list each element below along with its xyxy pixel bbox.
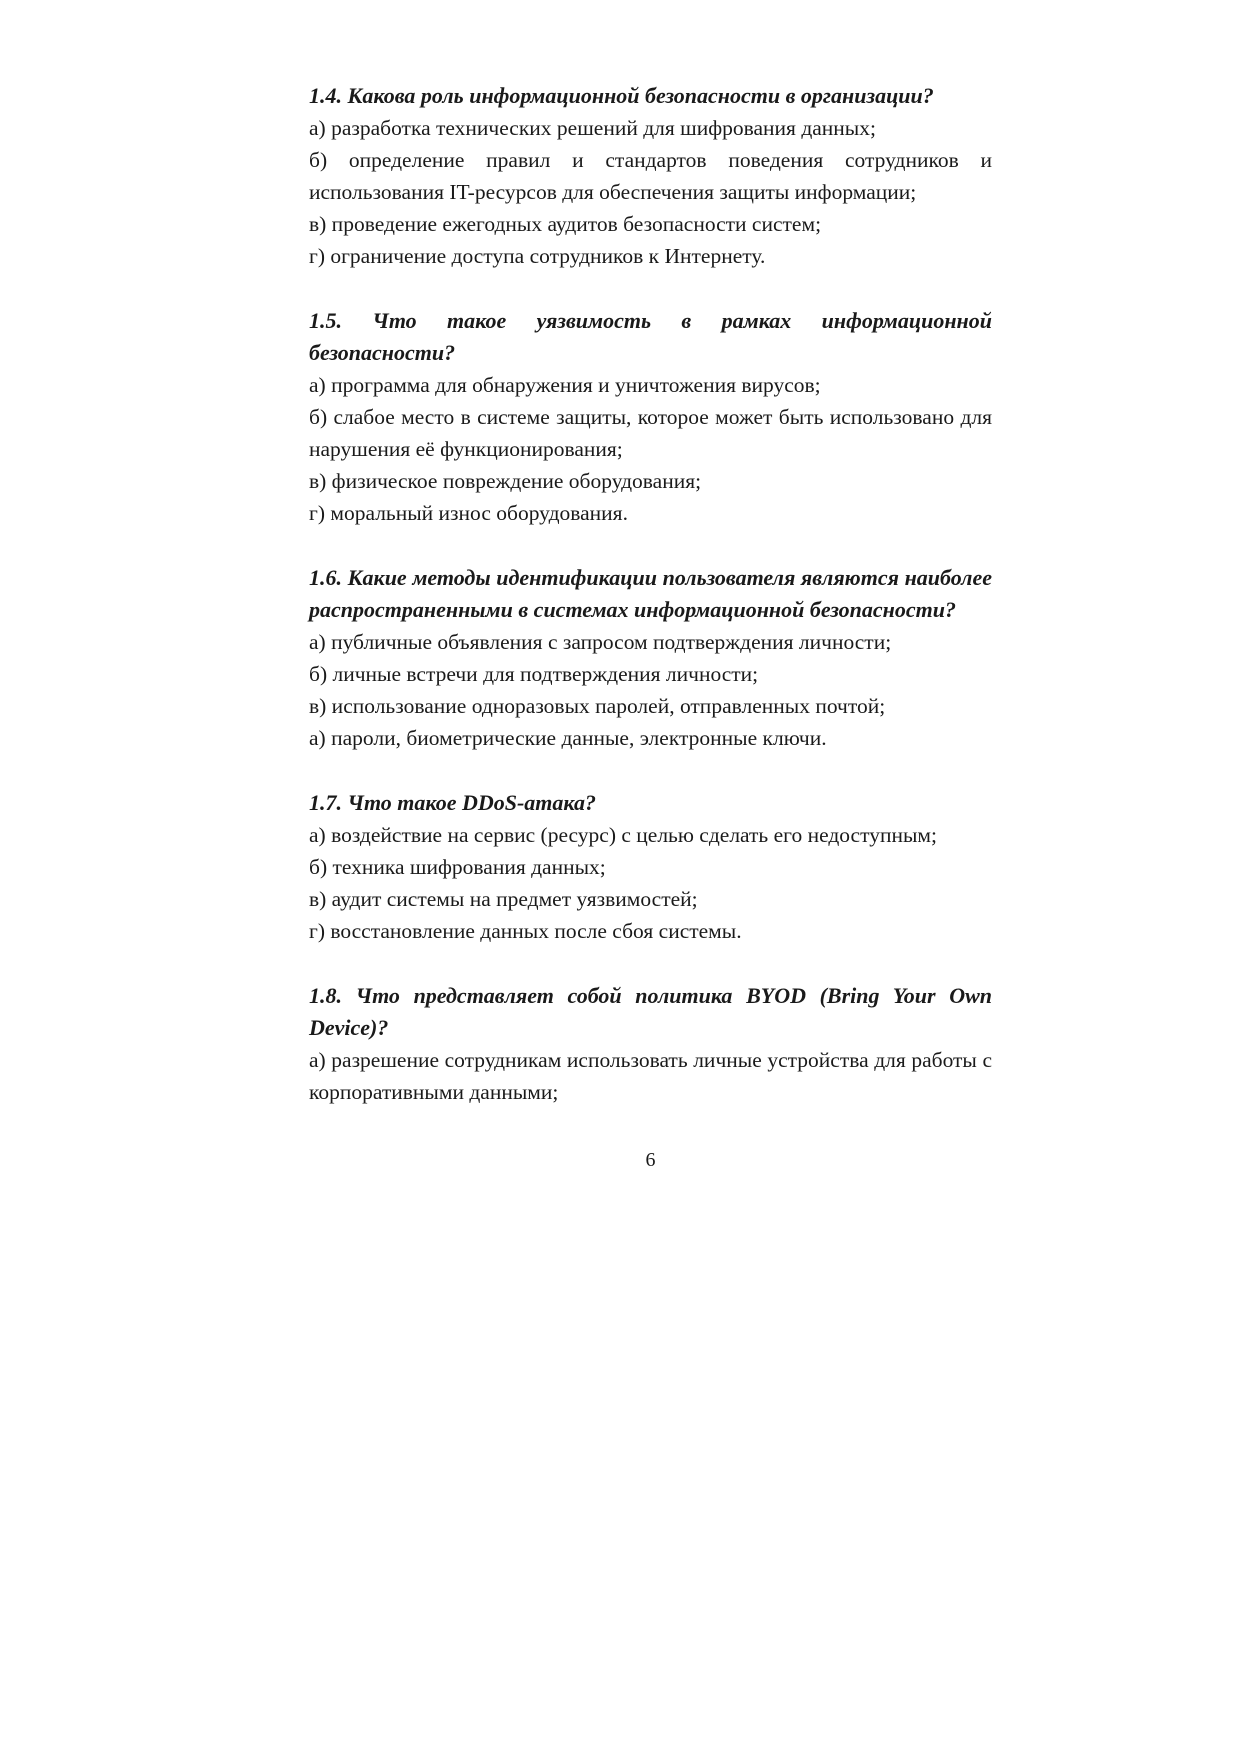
- answer-option: г) восстановление данных после сбоя системы.: [309, 919, 742, 943]
- question-1-6: [309, 562, 992, 754]
- answer-option: а) разработка технических решений для шифрования данных;: [309, 116, 876, 140]
- question-1-4: [309, 80, 992, 272]
- answer-option: б) слабое место в системе защиты, которое может быть использовано для нарушения её функционирования;: [309, 405, 992, 461]
- answer-option: а) воздействие на сервис (ресурс) с целью сделать его недоступным;: [309, 823, 937, 847]
- answer-option: б) техника шифрования данных;: [309, 855, 606, 879]
- answer-option: а) пароли, биометрические данные, электронные ключи.: [309, 726, 827, 750]
- answer-option: в) использование одноразовых паролей, отправленных почтой;: [309, 694, 886, 718]
- answer-option: в) аудит системы на предмет уязвимостей;: [309, 887, 698, 911]
- answer-option: а) публичные объявления с запросом подтверждения личности;: [309, 630, 892, 654]
- answer-option: б) личные встречи для подтверждения личности;: [309, 662, 759, 686]
- question-title: 1.6. Какие методы идентификации пользователя являются наиболее распространенными в системах информационной безопасности?: [309, 565, 992, 622]
- answer-option: в) проведение ежегодных аудитов безопасности систем;: [309, 212, 822, 236]
- question-title: 1.5. Что такое уязвимость в рамках информационной безопасности?: [309, 308, 992, 365]
- answer-option: б) определение правил и стандартов поведения сотрудников и использования IT-ресурсов для обеспечения защиты информации;: [309, 148, 992, 204]
- question-title: 1.7. Что такое DDoS-атака?: [309, 790, 597, 815]
- answer-option: г) ограничение доступа сотрудников к Интернету.: [309, 244, 766, 268]
- answer-option: г) моральный износ оборудования.: [309, 501, 628, 525]
- answer-option: а) программа для обнаружения и уничтожения вирусов;: [309, 373, 821, 397]
- answer-option: в) физическое повреждение оборудования;: [309, 469, 702, 493]
- question-1-7: [309, 787, 992, 947]
- question-1-8: [309, 980, 992, 1108]
- question-title: 1.8. Что представляет собой политика BYOD (Bring Your Own Device)?: [309, 983, 992, 1040]
- question-title: 1.4. Какова роль информационной безопасности в организации?: [309, 83, 934, 108]
- question-1-5: [309, 305, 992, 529]
- page-content: [309, 80, 992, 1141]
- answer-option: а) разрешение сотрудникам использовать личные устройства для работы с корпоративными данными;: [309, 1048, 992, 1104]
- page-number: 6: [645, 1149, 656, 1171]
